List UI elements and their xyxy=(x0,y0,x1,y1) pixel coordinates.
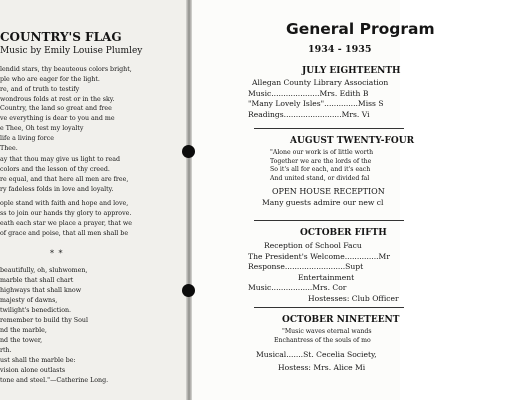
section-october-nineteenth xyxy=(192,315,412,373)
program-line: The President's Welcome..............Mr xyxy=(248,251,390,261)
poem-line: Thee. xyxy=(0,145,18,152)
program-line: Reception of School Facu xyxy=(264,241,362,250)
program-years: 1934 - 1935 xyxy=(308,44,372,55)
quote-line: Together we are the lords of the xyxy=(270,157,372,165)
section-heading: OCTOBER NINETEENT xyxy=(282,315,400,325)
poem-stanza-1 xyxy=(0,65,132,105)
right-page xyxy=(192,0,435,400)
program-line: Hostesses: Club Officer xyxy=(308,293,399,303)
poem-line: wondrous folds at rest or in the sky. xyxy=(0,96,115,103)
program-line: Entertainment xyxy=(298,272,355,282)
section-divider xyxy=(254,220,404,221)
program-line: "Many Lovely Isles"..............Miss S xyxy=(248,99,384,108)
poem-line: vision alone outlasts xyxy=(0,367,66,374)
poem-line: remember to build thy Soul xyxy=(0,317,88,324)
program-line: Hostess: Mrs. Alice Mi xyxy=(278,362,366,372)
poem-line: colors and the lesson of thy creed. xyxy=(0,166,110,173)
poem-stanza-2 xyxy=(0,104,115,154)
section-divider xyxy=(254,307,404,308)
quote-line: "Alone our work is of little worth xyxy=(270,149,374,156)
poem-line: ve everything is dear to you and me xyxy=(0,115,115,122)
poem-stanza-4 xyxy=(0,199,132,239)
poem-line: rth. xyxy=(0,347,12,354)
section-heading: JULY EIGHTEENTH xyxy=(302,66,401,76)
poem-line: nd the tower, xyxy=(0,337,43,344)
subheading: OPEN HOUSE RECEPTION xyxy=(272,187,385,196)
section-heading: AUGUST TWENTY-FOUR xyxy=(290,136,415,146)
poem-line: ss to join our hands thy glory to approve. xyxy=(0,210,132,217)
program-line: Allegan County Library Association xyxy=(252,78,389,87)
poem-line: nd the marble, xyxy=(0,327,47,334)
poem-line: of grace and poise, that all men shall be xyxy=(0,230,129,237)
poem-stanza-5 xyxy=(0,266,108,386)
section-heading: OCTOBER FIFTH xyxy=(300,228,387,238)
program-line: Musical.......St. Cecelia Society, xyxy=(256,350,377,359)
poem-title: COUNTRY'S FLAG xyxy=(0,30,122,44)
binding-hole xyxy=(182,145,195,158)
poem-line: ay that thou may give us light to read xyxy=(0,156,121,163)
stanza-separator: * * xyxy=(50,249,64,258)
poem-line: tone and steel."—Catherine Long. xyxy=(0,377,109,384)
poem-author: Music by Emily Louise Plumley xyxy=(0,46,143,56)
poem-line: beautifully, oh, sluhwomen, xyxy=(0,267,88,274)
poem-stanza-3 xyxy=(0,155,128,195)
poem-line: re equal, and that here all men are free, xyxy=(0,176,129,183)
section-july-eighteenth xyxy=(192,66,412,120)
program-line: Music.................Mrs. Cor xyxy=(248,283,347,292)
quote-line: So it's all for each, and it's each xyxy=(270,166,371,173)
poem-line: marble that shall chart xyxy=(0,277,74,284)
section-divider xyxy=(254,128,404,129)
program-title: General Program xyxy=(286,20,435,38)
poem-line: ople stand with faith and hope and love, xyxy=(0,200,129,207)
poem-line: eath each star we place a prayer, that we xyxy=(0,220,132,227)
poem-line: twilight's benediction. xyxy=(0,307,72,314)
poem-line: highways that shall know xyxy=(0,287,82,294)
left-page xyxy=(0,0,188,400)
program-line: Readings........................Mrs. Vi xyxy=(248,109,370,119)
binding-hole xyxy=(182,284,195,297)
program-line: Music....................Mrs. Edith B xyxy=(248,88,369,98)
program-line: Response.........................Supt xyxy=(248,262,364,271)
poem-line: ry fadeless folds in love and loyalty. xyxy=(0,186,114,193)
poem-line: ple who are eager for the light. xyxy=(0,76,100,83)
poem-line: life a living force xyxy=(0,135,54,142)
section-october-fifth xyxy=(192,228,412,304)
poem-line: Country, the land so great and free xyxy=(0,105,112,112)
poem-line: re, and of truth to testify xyxy=(0,86,80,93)
quote-line: Enchantress of the souls of mo xyxy=(274,336,371,344)
poem-line: e Thee, Oh test my loyalty xyxy=(0,125,84,132)
quote-line: And united stand, or divided fal xyxy=(270,174,370,182)
program-line: Many guests admire our new cl xyxy=(262,198,384,207)
section-august xyxy=(192,136,415,209)
quote-line: "Music waves eternal wands xyxy=(282,328,372,335)
poem-line: majesty of dawns, xyxy=(0,297,58,304)
poem-line: lendid stars, thy beauteous colors bright, xyxy=(0,66,132,73)
poem-line: ust shall the marble be: xyxy=(0,357,76,364)
